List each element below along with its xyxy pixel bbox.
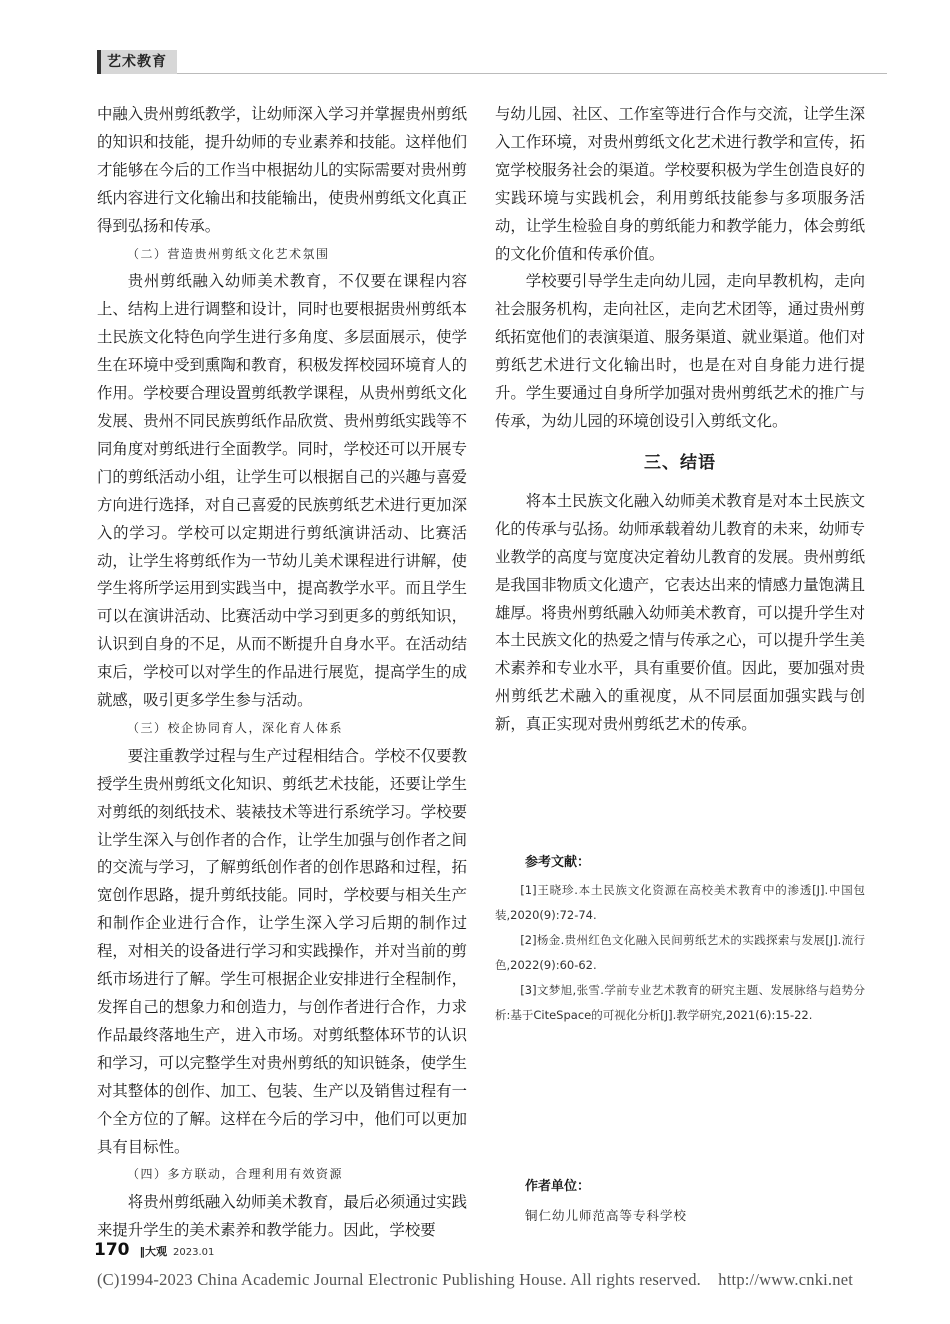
paragraph: 将本土民族文化融入幼师美术教育是对本土民族文化的传承与弘扬。幼师承载着幼儿教育的未来，幼师专业教学的高度与宽度决定着幼儿教育的发展。贵州剪纸是我国非物质文化遗产，它表达出来的情感力量饱满且雄厚。将贵州剪纸融入幼师美术教育，可以提升学生对本土民族文化的热爱之情与传承之心，可以提升学生美术素养和专业水平，具有重要价值。因此，要加强对贵州剪纸艺术融入的重视度，从不同层面加强实践与创新，真正实现对贵州剪纸艺术的传承。 (495, 491, 865, 734)
subheading: （三）校企协同育人，深化育人体系 (127, 720, 344, 735)
journal-issue: 2023.01 (173, 1247, 215, 1258)
author-affiliation (495, 1172, 865, 1230)
section-heading: 三、结语 (644, 452, 716, 473)
page-footer (94, 1240, 214, 1270)
journal-name: ‖大观 (139, 1245, 167, 1258)
paragraph: 将贵州剪纸融入幼师美术教育，最后必须通过实践来提升学生的美术素养和教学能力。因此，学校要 (97, 1193, 467, 1240)
page-number: 170 (94, 1240, 130, 1260)
section-label: 艺术教育 (97, 50, 177, 74)
affiliation-name: 铜仁幼儿师范高等专科学校 (525, 1208, 688, 1223)
paragraph: 中融入贵州剪纸教学，让幼师深入学习并掌握贵州剪纸的知识和技能，提升幼师的专业素养和技能。这样他们才能够在今后的工作当中根据幼儿的实际需要对贵州剪纸内容进行文化输出和技能输出，使贵州剪纸文化真正得到弘扬和传承。 (97, 105, 467, 235)
references (495, 848, 865, 1028)
references-title: 参考文献： (525, 855, 591, 870)
right-column (495, 101, 865, 739)
left-column (97, 101, 467, 1245)
subheading: （二）营造贵州剪纸文化艺术氛围 (127, 246, 330, 261)
paragraph: 与幼儿园、社区、工作室等进行合作与交流，让学生深入工作环境，对贵州剪纸文化艺术进行教学和宣传，拓宽学校服务社会的渠道。学校要积极为学生创造良好的实践环境与实践机会，利用剪纸技能参与多项服务活动，让学生检验自身的剪纸能力和教学能力，体会剪纸的文化价值和传承价值。 (495, 105, 865, 263)
header-rule (177, 73, 887, 74)
reference-item: [3]文梦旭,张雪.学前专业艺术教育的研究主题、发展脉络与趋势分析:基于CiteSpace的可视化分析[J].教学研究,2021(6):15-22. (495, 983, 865, 1022)
reference-item: [1]王晓珍.本土民族文化资源在高校美术教育中的渗透[J].中国包装,2020(9):72-74. (495, 883, 865, 922)
paragraph: 贵州剪纸融入幼师美术教育，不仅要在课程内容上、结构上进行调整和设计，同时也要根据贵州剪纸本土民族文化特色向学生进行多角度、多层面展示，使学生在环境中受到熏陶和教育，积极发挥校园环境育人的作用。学校要合理设置剪纸教学课程，从贵州剪纸文化发展、贵州不同民族剪纸作品欣赏、贵州剪纸实践等不同角度对剪纸进行全面教学。同时，学校还可以开展专门的剪纸活动小组，让学生可以根据自己的兴趣与喜爱方向进行选择，对自己喜爱的民族剪纸艺术进行更加深入的学习。学校可以定期进行剪纸演讲活动、比赛活动，让学生将剪纸作为一节幼儿美术课程进行讲解，使学生将所学运用到实践当中，提高教学水平。而且学生可以在演讲活动、比赛活动中学习到更多的剪纸知识，认识到自身的不足，从而不断提升自身水平。在活动结束后，学校可以对学生的作品进行展览，提高学生的成就感，吸引更多学生参与活动。 (97, 272, 467, 710)
subheading: （四）多方联动，合理利用有效资源 (127, 1167, 344, 1182)
copyright-line: (C)1994-2023 China Academic Journal Electronic Publishing House. All rights reserved. http://www.cnki.net (96, 1270, 854, 1289)
paragraph: 学校要引导学生走向幼儿园，走向早教机构，走向社会服务机构，走向社区，走向艺术团等，通过贵州剪纸拓宽他们的表演渠道、服务渠道、就业渠道。他们对剪纸艺术进行文化输出时，也是在对自身能力进行提升。学生要通过自身所学加强对贵州剪纸艺术的推广与传承，为幼儿园的环境创设引入剪纸文化。 (495, 272, 865, 430)
affiliation-title: 作者单位： (525, 1179, 591, 1194)
reference-item: [2]杨金.贵州红色文化融入民间剪纸艺术的实践探索与发展[J].流行色,2022(9):60-62. (495, 933, 865, 972)
paragraph: 要注重教学过程与生产过程相结合。学校不仅要教授学生贵州剪纸文化知识、剪纸艺术技能，还要让学生对剪纸的刻纸技术、装裱技术等进行系统学习。学校要让学生深入与创作者的合作，让学生加强与创作者之间的交流与学习，了解剪纸创作者的创作思路和过程，拓宽创作思路，提升剪纸技能。同时，学校要与相关生产和制作企业进行合作，让学生深入学习后期的制作过程，对相关的设备进行学习和实践操作，并对当前的剪纸市场进行了解。学生可根据企业安排进行全程制作，发挥自己的想象力和创造力，与创作者进行合作，力求作品最终落地生产，进入市场。对剪纸整体环节的认识和学习，可以完整学生对贵州剪纸的知识链条，使学生对其整体的创作、加工、包装、生产以及销售过程有一个全方位的了解。这样在今后的学习中，他们可以更加具有目标性。 (97, 746, 467, 1156)
